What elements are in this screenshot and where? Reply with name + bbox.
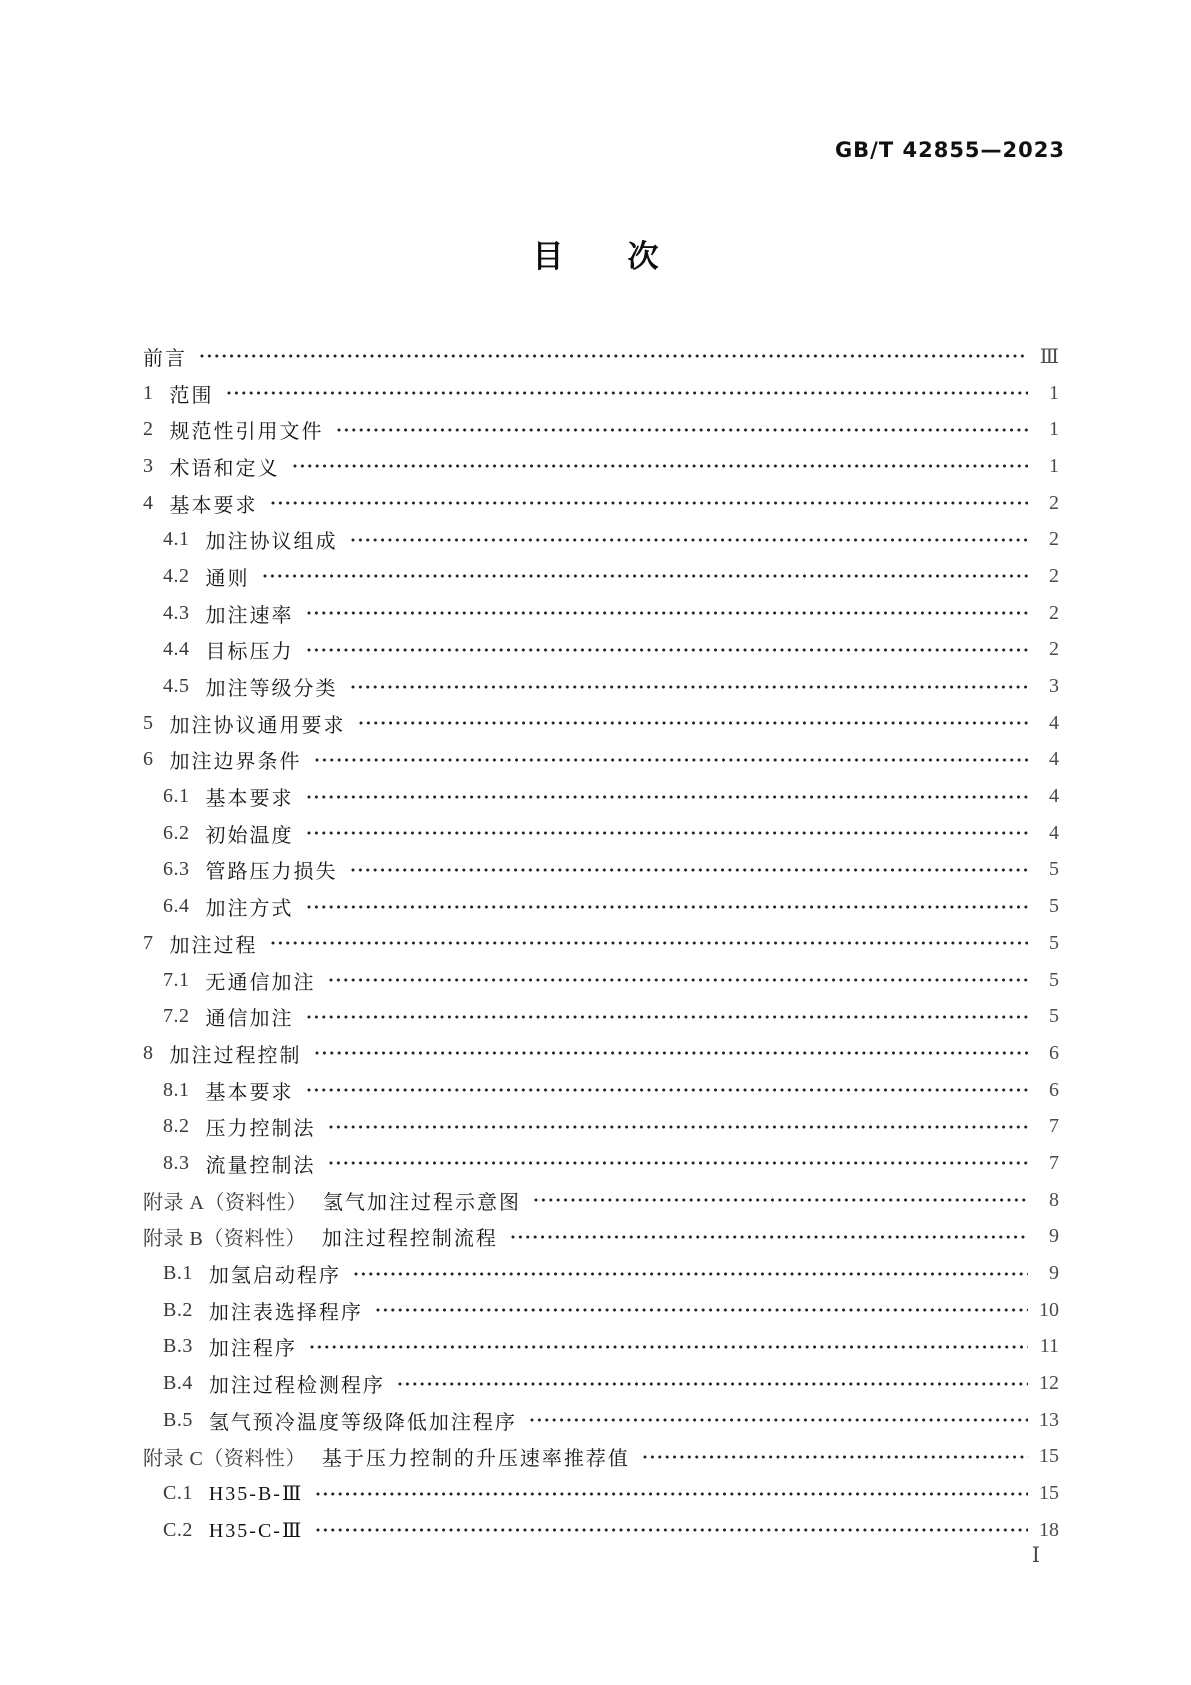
toc-entry-page: 9 — [1049, 1225, 1059, 1248]
toc-entry-page: 5 — [1049, 1005, 1059, 1028]
toc-entry-number: 6 — [143, 748, 154, 771]
toc-entry-page: 15 — [1039, 1482, 1059, 1505]
toc-entry-number: C.2 — [163, 1518, 193, 1541]
toc-entry-page: 5 — [1049, 895, 1059, 918]
toc-entry-label: 加注程序 — [208, 1338, 297, 1361]
toc-entry-label: 基本要求 — [205, 788, 294, 811]
leader-dots — [398, 1381, 1028, 1387]
toc-entry-label: 加注过程 — [169, 934, 258, 957]
toc-entry — [143, 998, 1059, 1035]
toc-entry-label: 流量控制法 — [205, 1154, 316, 1177]
toc-entry-number: 7.2 — [163, 1005, 190, 1028]
toc-entry-label: 加注等级分类 — [205, 678, 338, 701]
toc-entry-page: 15 — [1039, 1445, 1059, 1468]
toc-entry-page: 2 — [1049, 491, 1059, 514]
toc-entry-page: 4 — [1049, 821, 1059, 844]
toc-entry-number: 8.2 — [163, 1115, 190, 1138]
toc-entry-label: 基本要求 — [169, 494, 258, 517]
toc-entry — [143, 1145, 1059, 1182]
leader-dots — [310, 1344, 1028, 1350]
toc-entry-page: 10 — [1039, 1298, 1059, 1321]
toc-entry-page: 5 — [1049, 858, 1059, 881]
leader-dots — [643, 1454, 1028, 1460]
toc-entry-number: B.5 — [163, 1408, 193, 1431]
toc-entry-number: 4.5 — [163, 675, 190, 698]
toc-entry — [143, 632, 1059, 669]
toc-entry-number: 4 — [143, 491, 154, 514]
leader-dots — [315, 1050, 1029, 1056]
toc-entry — [143, 888, 1059, 925]
leader-dots — [315, 757, 1029, 763]
leader-dots — [307, 904, 1029, 910]
toc-entry-number: 7 — [143, 931, 154, 954]
toc-entry-page: 5 — [1049, 931, 1059, 954]
toc-entry-label: 加注表选择程序 — [208, 1301, 363, 1324]
toc-entry — [143, 448, 1059, 485]
toc-entry-number: B.1 — [163, 1262, 193, 1285]
toc-entry-page: 18 — [1039, 1518, 1059, 1541]
toc-entry-page: 6 — [1049, 1041, 1059, 1064]
leader-dots — [316, 1491, 1028, 1497]
toc-entry-page: 1 — [1049, 418, 1059, 441]
toc-entry-label: 基于压力控制的升压速率推荐值 — [321, 1448, 630, 1471]
toc-entry-page: 4 — [1049, 785, 1059, 808]
toc-entry-label: 基本要求 — [205, 1081, 294, 1104]
toc-entry-page: 13 — [1039, 1408, 1059, 1431]
toc-entry — [143, 595, 1059, 632]
toc-entry-number: B.4 — [163, 1372, 193, 1395]
toc-entry — [143, 375, 1059, 412]
toc-entry-number: 4.2 — [163, 564, 190, 587]
leader-dots — [337, 427, 1029, 433]
toc-entry-page: 8 — [1049, 1188, 1059, 1211]
toc-entry-page: 4 — [1049, 748, 1059, 771]
leader-dots — [354, 1271, 1028, 1277]
toc-entry — [143, 521, 1059, 558]
toc-entry-number: 6.4 — [163, 895, 190, 918]
toc-entry — [143, 1439, 1059, 1476]
toc-entry — [143, 1292, 1059, 1329]
toc-entry-label: 加注过程控制流程 — [321, 1228, 498, 1251]
toc-entry-page: 2 — [1049, 528, 1059, 551]
toc-entry-label: 加注协议组成 — [205, 531, 338, 554]
toc-entry-label: 初始温度 — [205, 824, 294, 847]
toc-entry-number: 4.1 — [163, 528, 190, 551]
toc-entry-number: 8.3 — [163, 1151, 190, 1174]
toc-entry-page: 12 — [1039, 1372, 1059, 1395]
leader-dots — [534, 1197, 1028, 1203]
toc-entry-label: 加注协议通用要求 — [169, 714, 346, 737]
toc-entry — [143, 485, 1059, 522]
leader-dots — [307, 610, 1029, 616]
page-title-char-2: 次 — [627, 239, 659, 274]
toc-entry-label: 氢气加注过程示意图 — [322, 1191, 521, 1214]
leader-dots — [376, 1307, 1028, 1313]
toc-entry — [143, 411, 1059, 448]
leader-dots — [200, 353, 1028, 359]
toc-entry-number: 1 — [143, 381, 154, 404]
toc-entry-number: 3 — [143, 454, 154, 477]
toc-entry-number: 6.1 — [163, 785, 190, 808]
standard-number: GB/T 42855—2023 — [834, 138, 1065, 162]
leader-dots — [351, 867, 1029, 873]
toc-entry-page: 11 — [1039, 1335, 1059, 1358]
toc-entry-label: 氢气预冷温度等级降低加注程序 — [208, 1411, 517, 1434]
toc-entry-page: 1 — [1049, 381, 1059, 404]
toc-entry-number: B.3 — [163, 1335, 193, 1358]
toc-entry-label: 加注边界条件 — [169, 751, 302, 774]
toc-entry — [143, 558, 1059, 595]
toc-entry-page: 2 — [1049, 638, 1059, 661]
toc-entry-label: 加注速率 — [205, 604, 294, 627]
leader-dots — [329, 1160, 1029, 1166]
toc-entry-number: 8 — [143, 1041, 154, 1064]
toc-entry — [143, 815, 1059, 852]
leader-dots — [271, 940, 1029, 946]
toc-entry — [143, 852, 1059, 889]
leader-dots — [530, 1417, 1028, 1423]
toc-entry-label: 目标压力 — [205, 641, 294, 664]
toc-entry-page: 7 — [1049, 1151, 1059, 1174]
toc-entry — [143, 962, 1059, 999]
toc-entry-label: 通信加注 — [205, 1008, 294, 1031]
toc-entry-page: 4 — [1049, 711, 1059, 734]
toc-entry-label: 压力控制法 — [205, 1118, 316, 1141]
toc-entry-number: 附录 C（资料性） — [143, 1448, 306, 1471]
toc-entry-label: 无通信加注 — [205, 971, 316, 994]
toc-entry-number: B.2 — [163, 1298, 193, 1321]
toc-entry-number: 附录 B（资料性） — [143, 1228, 306, 1251]
toc-entry-page: 5 — [1049, 968, 1059, 991]
toc-entry-page: Ⅲ — [1039, 345, 1059, 368]
toc-entry-page: 2 — [1049, 564, 1059, 587]
leader-dots — [329, 977, 1029, 983]
toc-entry — [143, 1255, 1059, 1292]
toc-entry — [143, 778, 1059, 815]
toc-entry-number: 7.1 — [163, 968, 190, 991]
toc-entry — [143, 1182, 1059, 1219]
toc-entry-number: C.1 — [163, 1482, 193, 1505]
toc-entry — [143, 1402, 1059, 1439]
toc-entry-number: 5 — [143, 711, 154, 734]
toc-entry-label: 范围 — [169, 384, 214, 407]
toc-entry-label: 加注方式 — [205, 898, 294, 921]
toc-entry-number: 8.1 — [163, 1078, 190, 1101]
table-of-contents — [143, 338, 1059, 1549]
leader-dots — [511, 1234, 1028, 1240]
toc-entry — [143, 668, 1059, 705]
toc-entry-number: 6.3 — [163, 858, 190, 881]
footer-page-number: Ⅰ — [1031, 1543, 1040, 1567]
toc-entry-number: 4.4 — [163, 638, 190, 661]
leader-dots — [359, 720, 1029, 726]
toc-entry-number: 2 — [143, 418, 154, 441]
leader-dots — [263, 573, 1029, 579]
toc-entry-label: 术语和定义 — [169, 457, 280, 480]
toc-entry — [143, 1475, 1059, 1512]
toc-entry-page: 9 — [1049, 1262, 1059, 1285]
toc-entry-page: 1 — [1049, 454, 1059, 477]
page-title — [0, 238, 1191, 275]
toc-entry — [143, 338, 1059, 375]
toc-entry — [143, 1219, 1059, 1256]
toc-entry-label: H35-B-Ⅲ — [208, 1483, 304, 1506]
toc-entry-label: 管路压力损失 — [205, 861, 338, 884]
toc-entry-label: 加注过程检测程序 — [208, 1375, 385, 1398]
leader-dots — [351, 537, 1029, 543]
leader-dots — [227, 390, 1029, 396]
toc-entry-page: 6 — [1049, 1078, 1059, 1101]
leader-dots — [351, 684, 1029, 690]
leader-dots — [307, 1014, 1029, 1020]
leader-dots — [271, 500, 1029, 506]
leader-dots — [307, 794, 1029, 800]
toc-entry — [143, 1108, 1059, 1145]
toc-entry-page: 2 — [1049, 601, 1059, 624]
leader-dots — [329, 1124, 1029, 1130]
toc-entry — [143, 1072, 1059, 1109]
toc-entry-label: 规范性引用文件 — [169, 421, 324, 444]
leader-dots — [307, 830, 1029, 836]
toc-entry-number: 4.3 — [163, 601, 190, 624]
toc-entry-label: 加注过程控制 — [169, 1044, 302, 1067]
toc-entry — [143, 1329, 1059, 1366]
toc-entry-label: 加氢启动程序 — [208, 1265, 341, 1288]
leader-dots — [316, 1527, 1028, 1533]
toc-entry — [143, 1035, 1059, 1072]
toc-entry-label: 通则 — [205, 567, 250, 590]
leader-dots — [307, 647, 1029, 653]
toc-entry-number: 6.2 — [163, 821, 190, 844]
leader-dots — [293, 463, 1029, 469]
page-title-char-1: 目 — [532, 239, 564, 274]
toc-entry-label: H35-C-Ⅲ — [208, 1519, 304, 1542]
toc-entry — [143, 1365, 1059, 1402]
toc-entry-page: 3 — [1049, 675, 1059, 698]
toc-entry-page: 7 — [1049, 1115, 1059, 1138]
toc-entry — [143, 742, 1059, 779]
toc-entry — [143, 705, 1059, 742]
toc-entry-label: 前言 — [143, 347, 187, 370]
toc-entry-number: 附录 A（资料性） — [143, 1191, 307, 1214]
leader-dots — [307, 1087, 1029, 1093]
toc-entry — [143, 925, 1059, 962]
